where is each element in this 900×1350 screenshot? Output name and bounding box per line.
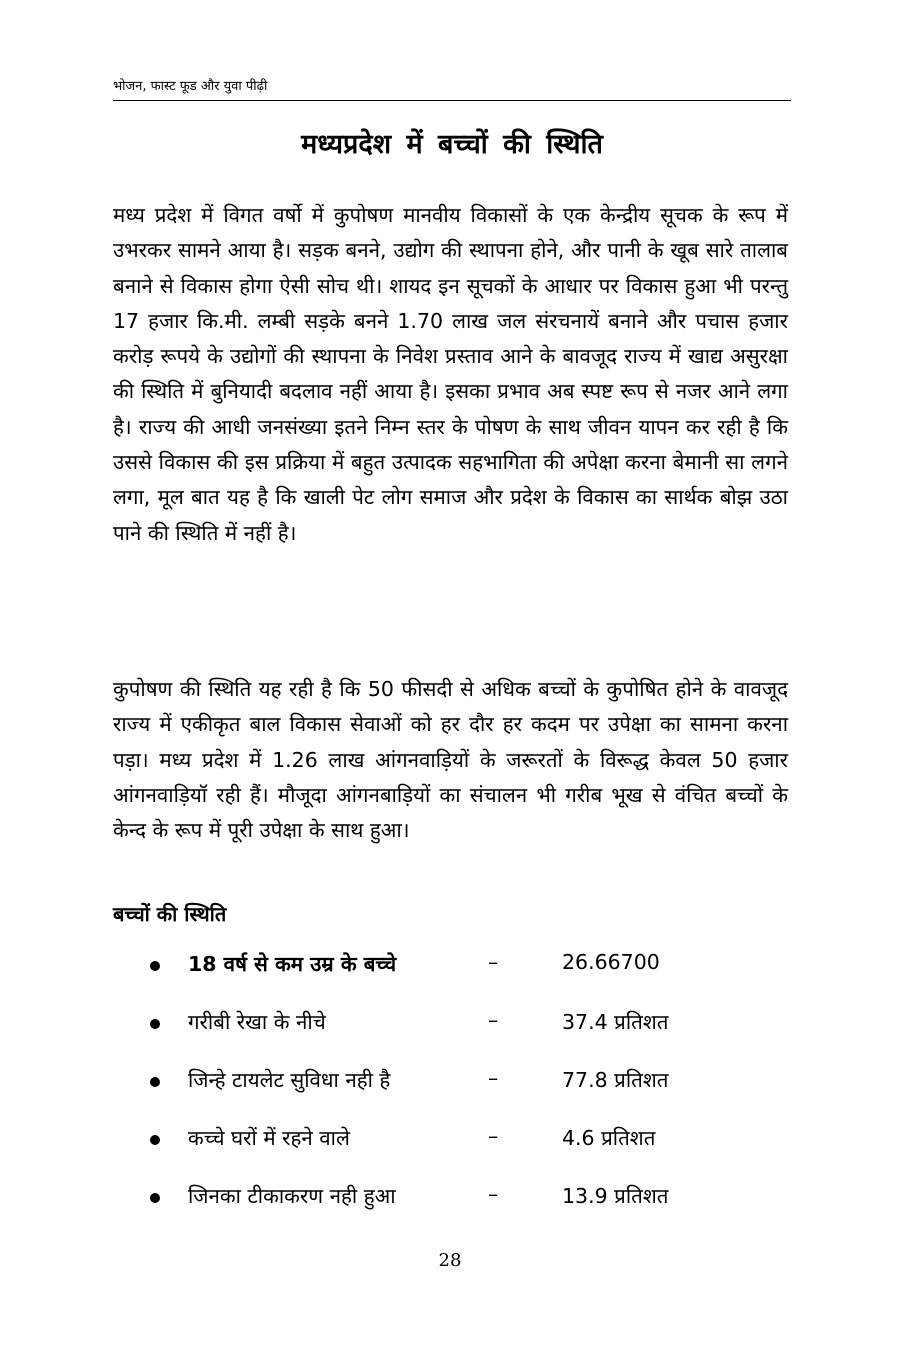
paragraph-2: कुपोषण की स्थिति यह रही है कि 50 फीसदी से अधिक बच्चों के कुपोषित होने के वावजूद राज्य में एकीकृत बाल विकास सेवाओं को हर दौर हर कदम पर उपेक्षा का सामना करना पड़ा। मध्य प्रदेश में 1.26 लाख आंगनवाड़ियों के जरूरतों के विरूद्ध केवल 50 हजार आंगनवाड़ियॉ रही हैं। मौजूदा आंगनबाड़ियों का संचालन भी गरीब भूख से वंचित बच्चों के केन्द के रूप में पूरी उपेक्षा के साथ हुआ। [113, 677, 788, 843]
bullet-icon [150, 961, 160, 971]
stat-dash: – [488, 1008, 499, 1032]
header-rule [113, 100, 791, 101]
stat-dash: – [488, 1182, 499, 1206]
stat-row [150, 1182, 790, 1246]
stat-dash: – [488, 1124, 499, 1148]
running-header-title: भोजन, फास्ट फूड और युवा पीढ़ी [113, 79, 268, 94]
stat-value: 4.6 प्रतिशत [562, 1126, 656, 1150]
bullet-icon [150, 1077, 160, 1087]
stat-value: 37.4 प्रतिशत [562, 1010, 669, 1034]
stat-row [150, 950, 790, 1014]
stat-row [150, 1008, 790, 1072]
stat-value: 26.66700 [562, 950, 660, 974]
stat-label: जिनका टीकाकरण नही हुआ [188, 1184, 396, 1208]
stat-label: जिन्हे टायलेट सुविधा नही है [188, 1068, 391, 1092]
stat-row [150, 1124, 790, 1188]
bullet-icon [150, 1193, 160, 1203]
section-subheading: बच्चों की स्थिति [113, 902, 227, 926]
bullet-icon [150, 1135, 160, 1145]
stat-dash: – [488, 1066, 499, 1090]
stat-label: 18 वर्ष से कम उम्र के बच्चे [188, 952, 397, 976]
stat-label: कच्चे घरों में रहने वाले [188, 1126, 350, 1150]
stat-value: 77.8 प्रतिशत [562, 1068, 669, 1092]
stat-row [150, 1066, 790, 1130]
stats-list [150, 950, 790, 1246]
paragraph-1: मध्य प्रदेश में विगत वर्षो में कुपोषण मानवीय विकासों के एक केन्द्रीय सूचक के रूप में उभरकर सामने आया है। सड़क बनने, उद्योग की स्थापना होने, और पानी के खूब सारे तालाब बनाने से विकास होगा ऐसी सोच थी। शायद इन सूचकों के आधार पर विकास हुआ भी परन्तु 17 हजार कि.मी. लम्बी सड़के बनने 1.70 लाख जल संरचनायें बनाने और पचास हजार करोड़ रूपये के उद्योगों की स्थापना के निवेश प्रस्ताव आने के बावजूद राज्य में खाद्य असुरक्षा की स्थिति में बुनियादी बदलाव नहीं आया है। इसका प्रभाव अब स्पष्ट रूप से नजर आने लगा है। राज्य की आधी जनसंख्या इतने निम्न स्तर के पोषण के साथ जीवन यापन कर रही है कि उससे विकास की इस प्रक्रिया में बहुत उत्पादक सहभागिता की अपेक्षा करना बेमानी सा लगने लगा, मूल बात यह है कि खाली पेट लोग समाज और प्रदेश के विकास का सार्थक बोझ उठा पाने की स्थिति में नहीं है। [113, 203, 788, 545]
page-number: 28 [438, 1250, 462, 1271]
stat-value: 13.9 प्रतिशत [562, 1184, 669, 1208]
bullet-icon [150, 1019, 160, 1029]
stat-dash: – [488, 950, 499, 974]
stat-label: गरीबी रेखा के नीचे [188, 1010, 326, 1034]
article-title: मध्यप्रदेश में बच्चों की स्थिति [301, 129, 603, 160]
